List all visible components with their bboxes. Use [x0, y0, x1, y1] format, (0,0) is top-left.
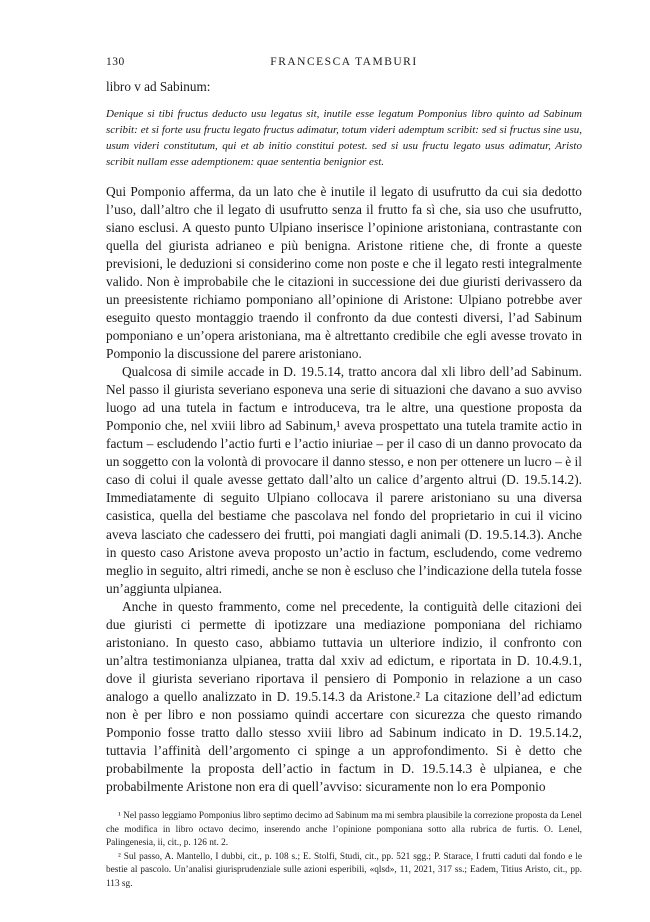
running-head: [106, 56, 582, 74]
page: [106, 56, 582, 796]
footnote: ² Sul passo, A. Mantello, I dubbi, cit., p. 108 s.; E. Stolfi, Studi, cit., pp. 521 sgg.; P. Starace, I frutti caduti dal fondo e le bestie al pascolo. Un’analisi giurisprudenziale sulle azioni esperibili, «qlsd», 11, 2021, 317 ss.; Eadem, Titius Aristo, cit., pp. 113 sg.: [106, 851, 582, 889]
intro-line: libro v ad Sabinum:: [106, 79, 211, 94]
running-head-author: FRANCESCA TAMBURI: [270, 56, 418, 68]
page-number: 130: [106, 56, 125, 68]
latin-quotation: Denique si tibi fructus deducto usu legatus sit, inutile esse legatum Pomponius libro quinto ad Sabinum scribit: et si forte usu fructu legato fructus adimatur, totum videri ademptum scribit: sed si fructus sine usu, usum videri constitutum, qui et ab initio constitui potest. sed si usu fructu legato usus adimatur, Aristo scribit nullam esse ademptionem: quae sententia benignior est.: [106, 108, 582, 168]
paragraph: Qui Pomponio afferma, da un lato che è inutile il legato di usufrutto da cui sia dedotto l’uso, dall’altro che il legato di usufrutto senza il frutto fa sì che, sia uso che usufrutto, siano esclusi. A questo punto Ulpiano inserisce l’opinione aristoniana, contrastante con quella del giurista adrianeo e più benigna. Aristone ritiene che, di fronte a queste previsioni, le deduzioni si considerino come non poste e che il legato resti integralmente valido. Non è improbabile che le citazioni in successione dei due giuristi derivassero da un preesistente richiamo pomponiano all’opinione di Aristone: Ulpiano potrebbe aver eseguito questo montaggio traendo il confronto da due contesti diversi, l’ad Sabinum pomponiano e un’opera aristoniana, ma è altrettanto credibile che egli avesse trovato in Pomponio la discussione del parere aristoniano.: [106, 183, 582, 362]
paragraph: Anche in questo frammento, come nel precedente, la contiguità delle citazioni dei due giuristi ci permette di ipotizzare una mediazione pomponiana del richiamo aristoniano. In questo caso, abbiamo tuttavia un ulteriore indizio, il confronto con un’altra testimonianza ulpianea, tratta dal xxiv ad edictum, e riportata in D. 10.4.9.1, dove il giurista severiano riportava il pensiero di Pomponio in relazione a un caso analogo a quello analizzato in D. 19.5.14.3 da Aristone.² La citazione dell’ad edictum non è per libro e non possiamo quindi accertare con sicurezza che questo rimando Pomponio fosse tratto dallo stesso xviii libro ad Sabinum indicato in D. 19.5.14.2, tuttavia l’affinità dell’argomento ci spinge a un approfondimento. Si è detto che probabilmente la proposta dell’actio in factum in D. 19.5.14.3 è ulpianea, e che probabilmente Aristone non era di quell’avviso: sicuramente non lo era Pomponio: [106, 598, 582, 795]
main-text: [106, 183, 582, 797]
footnote: ¹ Nel passo leggiamo Pomponius libro septimo decimo ad Sabinum ma mi sembra plausibile la correzione proposta da Lenel che modifica in libro octavo decimo, inserendo anche l’opinione pomponiana sotto alla rubrica de furtis. O. Lenel, Palingenesia, ii, cit., p. 126 nt. 2.: [106, 811, 582, 848]
footnotes: [106, 810, 582, 891]
paragraph: Qualcosa di simile accade in D. 19.5.14, tratto ancora dal xli libro dell’ad Sabinum. Nel passo il giurista severiano esponeva una serie di situazioni che davano a suo avviso luogo ad una tutela in factum e introduceva, tra le altre, una questione proposta da Pomponio che, nel xviii libro ad Sabinum,¹ aveva prospettato una tutela tramite actio in factum – escludendo l’actio furti e l’actio iniuriae – per il caso di un danno provocato da un soggetto con la volontà di provocare il danno stesso, e non per ottenere un lucro – è il caso di colui il quale avesse gettato dall’alto un calice d’argento altrui (D. 19.5.14.2). Immediatamente di seguito Ulpiano collocava il parere aristoniano su una diversa casistica, quella del bestiame che pascolava nel fondo del proprietario in cui il vicino aveva lasciato che cadessero dei frutti, poi mangiati dagli animali (D. 19.5.14.3). Anche in questo caso Aristone aveva proposto un’actio in factum, escludendo, come vedremo meglio in seguito, altri rimedi, anche se non è escluso che l’indicazione della tutela fosse un’aggiunta ulpianea.: [106, 364, 582, 596]
